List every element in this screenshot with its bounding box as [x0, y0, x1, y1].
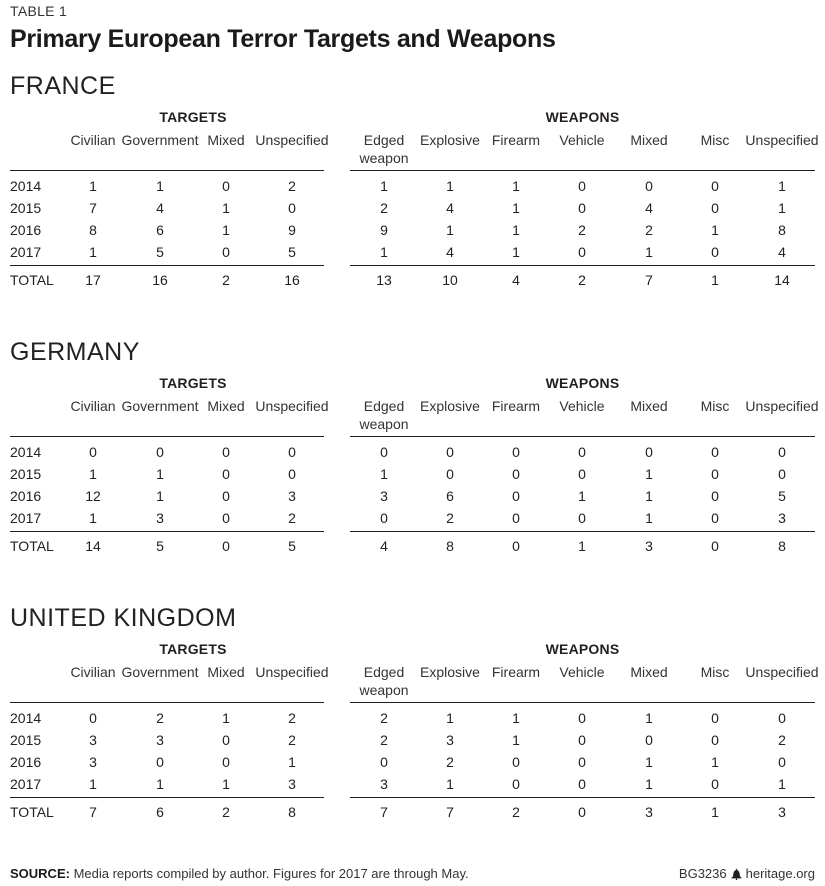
column-header-line: Firearm — [491, 398, 541, 414]
row-year-label: 2017 — [10, 510, 42, 526]
table-cell: 1 — [156, 488, 164, 504]
total-cell: 5 — [156, 538, 164, 554]
column-header — [120, 397, 200, 415]
column-header — [552, 131, 612, 149]
total-cell: 14 — [774, 272, 790, 288]
header-rule-targets — [10, 436, 324, 437]
table-cell: 0 — [222, 444, 230, 460]
column-header-line: Explosive — [420, 132, 480, 148]
table-cell: 2 — [288, 510, 296, 526]
column-header-line: Explosive — [420, 664, 480, 680]
column-header-line: Unspecified — [255, 664, 329, 680]
total-cell: 7 — [89, 804, 97, 820]
total-cell: 6 — [156, 804, 164, 820]
column-header — [415, 397, 485, 415]
table-cell: 5 — [156, 244, 164, 260]
total-cell: 13 — [376, 272, 392, 288]
table-cell: 1 — [288, 754, 296, 770]
column-header-line: Civilian — [70, 398, 116, 414]
source-text: Media reports compiled by author. Figures for 2017 are through May. — [73, 866, 469, 881]
table-cell: 0 — [512, 466, 520, 482]
table-cell: 1 — [222, 200, 230, 216]
total-cell: 14 — [85, 538, 101, 554]
table-cell: 4 — [645, 200, 653, 216]
table-label: TABLE 1 — [10, 3, 68, 19]
column-header-line: Vehicle — [559, 132, 605, 148]
header-rule-targets — [10, 702, 324, 703]
table-cell: 0 — [512, 776, 520, 792]
total-cell: 5 — [288, 538, 296, 554]
row-year-label: 2015 — [10, 200, 42, 216]
table-cell: 8 — [778, 222, 786, 238]
column-header-line: Mixed — [207, 132, 245, 148]
targets-header: TARGETS — [159, 109, 227, 125]
table-cell: 0 — [711, 200, 719, 216]
table-cell: 3 — [89, 732, 97, 748]
row-year-label: 2017 — [10, 244, 42, 260]
total-cell: 2 — [222, 272, 230, 288]
total-cell: 7 — [645, 272, 653, 288]
total-cell: 8 — [778, 538, 786, 554]
column-header-line: weapon — [359, 416, 409, 432]
table-cell: 0 — [711, 466, 719, 482]
column-header — [58, 663, 128, 681]
table-cell: 1 — [645, 466, 653, 482]
total-rule-weapons — [350, 531, 815, 532]
column-header — [196, 397, 256, 415]
table-cell: 2 — [578, 222, 586, 238]
column-header — [742, 131, 822, 149]
table-cell: 0 — [778, 444, 786, 460]
total-cell: 2 — [222, 804, 230, 820]
column-header — [619, 397, 679, 415]
targets-header: TARGETS — [159, 641, 227, 657]
total-cell: 2 — [578, 272, 586, 288]
table-cell: 2 — [288, 710, 296, 726]
row-year-label: 2014 — [10, 178, 42, 194]
table-cell: 1 — [89, 776, 97, 792]
table-cell: 0 — [288, 200, 296, 216]
column-header — [486, 131, 546, 149]
table-cell: 0 — [578, 466, 586, 482]
row-year-label: 2015 — [10, 466, 42, 482]
column-header-line: Mixed — [207, 398, 245, 414]
column-header-line: Edged — [363, 132, 405, 148]
row-year-label: 2016 — [10, 488, 42, 504]
table-cell: 3 — [288, 776, 296, 792]
table-cell: 0 — [222, 466, 230, 482]
column-header-line: Misc — [700, 664, 730, 680]
table-cell: 4 — [446, 200, 454, 216]
total-cell: 4 — [512, 272, 520, 288]
country-section — [0, 604, 825, 874]
table-cell: 1 — [446, 178, 454, 194]
table-cell: 0 — [288, 444, 296, 460]
column-header — [196, 131, 256, 149]
row-year-label: 2014 — [10, 710, 42, 726]
column-header-line: weapon — [359, 682, 409, 698]
table-cell: 3 — [778, 510, 786, 526]
column-header-line: Vehicle — [559, 664, 605, 680]
table-cell: 9 — [288, 222, 296, 238]
table-cell: 0 — [222, 510, 230, 526]
table-cell: 0 — [446, 466, 454, 482]
table-cell: 1 — [512, 244, 520, 260]
column-header-line: Firearm — [491, 664, 541, 680]
table-cell: 2 — [446, 510, 454, 526]
table-cell: 0 — [288, 466, 296, 482]
table-cell: 2 — [645, 222, 653, 238]
column-header — [252, 663, 332, 681]
table-cell: 3 — [156, 510, 164, 526]
column-header-line: Unspecified — [255, 132, 329, 148]
table-cell: 0 — [711, 710, 719, 726]
column-header — [685, 663, 745, 681]
total-cell: 7 — [380, 804, 388, 820]
source-label: SOURCE: — [10, 866, 70, 881]
column-header — [552, 397, 612, 415]
table-cell: 0 — [778, 754, 786, 770]
country-section — [0, 338, 825, 608]
table-cell: 1 — [380, 244, 388, 260]
credit — [679, 866, 815, 881]
table-cell: 1 — [512, 710, 520, 726]
table-cell: 0 — [645, 444, 653, 460]
table-cell: 1 — [512, 732, 520, 748]
total-cell: 3 — [778, 804, 786, 820]
total-cell: 2 — [512, 804, 520, 820]
column-header-line: Edged — [363, 398, 405, 414]
column-header-line: Misc — [700, 132, 730, 148]
table-cell: 0 — [222, 488, 230, 504]
table-cell: 1 — [711, 754, 719, 770]
column-header — [685, 131, 745, 149]
table-cell: 0 — [380, 444, 388, 460]
table-cell: 0 — [222, 178, 230, 194]
row-year-label: 2015 — [10, 732, 42, 748]
column-header — [120, 663, 200, 681]
table-cell: 7 — [89, 200, 97, 216]
table-cell: 4 — [156, 200, 164, 216]
column-header — [354, 131, 414, 167]
table-cell: 0 — [222, 754, 230, 770]
table-cell: 1 — [512, 222, 520, 238]
table-cell: 1 — [578, 488, 586, 504]
column-header-line: Explosive — [420, 398, 480, 414]
table-cell: 4 — [446, 244, 454, 260]
column-header — [552, 663, 612, 681]
table-cell: 0 — [578, 510, 586, 526]
column-header-line: Misc — [700, 398, 730, 414]
table-cell: 3 — [89, 754, 97, 770]
table-cell: 2 — [156, 710, 164, 726]
total-cell: 7 — [446, 804, 454, 820]
table-cell: 1 — [222, 710, 230, 726]
table-cell: 0 — [446, 444, 454, 460]
table-cell: 1 — [512, 178, 520, 194]
table-cell: 1 — [222, 776, 230, 792]
table-cell: 0 — [512, 444, 520, 460]
table-cell: 2 — [288, 732, 296, 748]
table-cell: 0 — [778, 466, 786, 482]
table-cell: 1 — [645, 510, 653, 526]
table-cell: 0 — [711, 488, 719, 504]
column-header-line: Unspecified — [745, 132, 819, 148]
total-cell: 17 — [85, 272, 101, 288]
column-header — [415, 663, 485, 681]
column-header — [252, 397, 332, 415]
total-cell: 0 — [711, 538, 719, 554]
table-cell: 0 — [578, 444, 586, 460]
table-cell: 1 — [446, 776, 454, 792]
country-title: GERMANY — [10, 338, 140, 366]
total-cell: 8 — [288, 804, 296, 820]
table-cell: 0 — [578, 754, 586, 770]
table-cell: 0 — [778, 710, 786, 726]
column-header — [619, 131, 679, 149]
total-cell: 4 — [380, 538, 388, 554]
table-cell: 1 — [645, 244, 653, 260]
country-title: UNITED KINGDOM — [10, 604, 237, 632]
total-cell: 16 — [284, 272, 300, 288]
report-id: BG3236 — [678, 866, 727, 881]
column-header — [415, 131, 485, 149]
total-cell: 0 — [578, 804, 586, 820]
table-cell: 0 — [512, 488, 520, 504]
row-year-label: 2016 — [10, 222, 42, 238]
column-header — [120, 131, 200, 149]
header-rule-weapons — [350, 170, 815, 171]
country-section — [0, 72, 825, 342]
column-header-line: Government — [121, 398, 199, 414]
total-label: TOTAL — [10, 804, 54, 820]
table-cell: 1 — [222, 222, 230, 238]
source-note — [10, 866, 469, 881]
table-cell: 1 — [156, 178, 164, 194]
column-header-line: Edged — [363, 664, 405, 680]
table-cell: 0 — [578, 776, 586, 792]
weapons-header: WEAPONS — [545, 641, 620, 657]
table-cell: 0 — [711, 732, 719, 748]
table-cell: 0 — [156, 754, 164, 770]
column-header-line: weapon — [359, 150, 409, 166]
table-cell: 0 — [578, 244, 586, 260]
header-rule-weapons — [350, 702, 815, 703]
table-cell: 5 — [288, 244, 296, 260]
table-cell: 1 — [89, 178, 97, 194]
total-cell: 3 — [645, 804, 653, 820]
table-cell: 2 — [380, 200, 388, 216]
table-cell: 0 — [645, 178, 653, 194]
column-header — [742, 397, 822, 415]
table-cell: 0 — [512, 510, 520, 526]
column-header — [354, 397, 414, 433]
column-header — [742, 663, 822, 681]
table-cell: 1 — [645, 710, 653, 726]
column-header-line: Civilian — [70, 664, 116, 680]
table-cell: 1 — [446, 222, 454, 238]
table-cell: 1 — [380, 178, 388, 194]
table-cell: 2 — [380, 710, 388, 726]
table-cell: 0 — [578, 710, 586, 726]
column-header — [58, 397, 128, 415]
column-header-line: Vehicle — [559, 398, 605, 414]
liberty-bell-icon — [731, 868, 742, 880]
column-header-line: Unspecified — [255, 398, 329, 414]
header-rule-weapons — [350, 436, 815, 437]
column-header-line: Mixed — [207, 664, 245, 680]
table-cell: 0 — [578, 732, 586, 748]
table-cell: 1 — [778, 200, 786, 216]
row-year-label: 2017 — [10, 776, 42, 792]
table-cell: 2 — [380, 732, 388, 748]
table-cell: 3 — [380, 488, 388, 504]
table-cell: 0 — [512, 754, 520, 770]
table-cell: 1 — [645, 754, 653, 770]
table-cell: 0 — [380, 510, 388, 526]
table-cell: 3 — [288, 488, 296, 504]
page-title: Primary European Terror Targets and Weapons — [10, 25, 556, 53]
column-header — [486, 397, 546, 415]
table-cell: 0 — [645, 732, 653, 748]
table-cell: 0 — [89, 710, 97, 726]
table-cell: 3 — [446, 732, 454, 748]
total-cell: 1 — [578, 538, 586, 554]
table-cell: 6 — [446, 488, 454, 504]
total-rule-targets — [10, 531, 324, 532]
table-cell: 4 — [778, 244, 786, 260]
table-cell: 1 — [156, 466, 164, 482]
row-year-label: 2016 — [10, 754, 42, 770]
table-cell: 3 — [380, 776, 388, 792]
table-cell: 0 — [89, 444, 97, 460]
table-cell: 0 — [578, 178, 586, 194]
column-header — [354, 663, 414, 699]
table-cell: 1 — [89, 510, 97, 526]
total-rule-weapons — [350, 797, 815, 798]
total-cell: 0 — [512, 538, 520, 554]
table-cell: 0 — [711, 776, 719, 792]
table-cell: 1 — [89, 244, 97, 260]
table-cell: 0 — [222, 244, 230, 260]
column-header-line: Government — [121, 132, 199, 148]
column-header-line: Firearm — [491, 132, 541, 148]
total-rule-targets — [10, 265, 324, 266]
column-header — [196, 663, 256, 681]
table-cell: 1 — [711, 222, 719, 238]
table-cell: 1 — [778, 178, 786, 194]
table-cell: 1 — [645, 488, 653, 504]
total-rule-weapons — [350, 265, 815, 266]
table-cell: 0 — [711, 444, 719, 460]
table-cell: 1 — [156, 776, 164, 792]
weapons-header: WEAPONS — [545, 375, 620, 391]
row-year-label: 2014 — [10, 444, 42, 460]
table-cell: 2 — [778, 732, 786, 748]
targets-header: TARGETS — [159, 375, 227, 391]
table-cell: 0 — [222, 732, 230, 748]
table-cell: 12 — [85, 488, 101, 504]
table-cell: 0 — [711, 178, 719, 194]
table-cell: 1 — [89, 466, 97, 482]
table-cell: 8 — [89, 222, 97, 238]
column-header-line: Unspecified — [745, 398, 819, 414]
header-rule-targets — [10, 170, 324, 171]
total-label: TOTAL — [10, 272, 54, 288]
table-cell: 0 — [380, 754, 388, 770]
table-cell: 1 — [380, 466, 388, 482]
total-label: TOTAL — [10, 538, 54, 554]
table-cell: 1 — [645, 776, 653, 792]
total-cell: 8 — [446, 538, 454, 554]
total-cell: 16 — [152, 272, 168, 288]
column-header-line: Mixed — [630, 664, 668, 680]
table-cell: 9 — [380, 222, 388, 238]
table-cell: 5 — [778, 488, 786, 504]
total-cell: 0 — [222, 538, 230, 554]
column-header-line: Mixed — [630, 132, 668, 148]
country-title: FRANCE — [10, 72, 116, 100]
total-cell: 1 — [711, 272, 719, 288]
column-header-line: Civilian — [70, 132, 116, 148]
column-header — [619, 663, 679, 681]
table-cell: 1 — [778, 776, 786, 792]
table-cell: 2 — [446, 754, 454, 770]
total-rule-targets — [10, 797, 324, 798]
weapons-header: WEAPONS — [545, 109, 620, 125]
column-header-line: Mixed — [630, 398, 668, 414]
site-name: heritage.org — [745, 866, 815, 881]
total-cell: 3 — [645, 538, 653, 554]
table-cell: 2 — [288, 178, 296, 194]
table-cell: 0 — [711, 244, 719, 260]
table-cell: 1 — [512, 200, 520, 216]
table-cell: 6 — [156, 222, 164, 238]
table-cell: 0 — [711, 510, 719, 526]
table-cell: 0 — [578, 200, 586, 216]
column-header-line: Government — [121, 664, 199, 680]
column-header — [252, 131, 332, 149]
table-cell: 3 — [156, 732, 164, 748]
table-cell: 1 — [446, 710, 454, 726]
column-header — [58, 131, 128, 149]
column-header-line: Unspecified — [745, 664, 819, 680]
table-cell: 0 — [156, 444, 164, 460]
column-header — [486, 663, 546, 681]
column-header — [685, 397, 745, 415]
total-cell: 10 — [442, 272, 458, 288]
total-cell: 1 — [711, 804, 719, 820]
